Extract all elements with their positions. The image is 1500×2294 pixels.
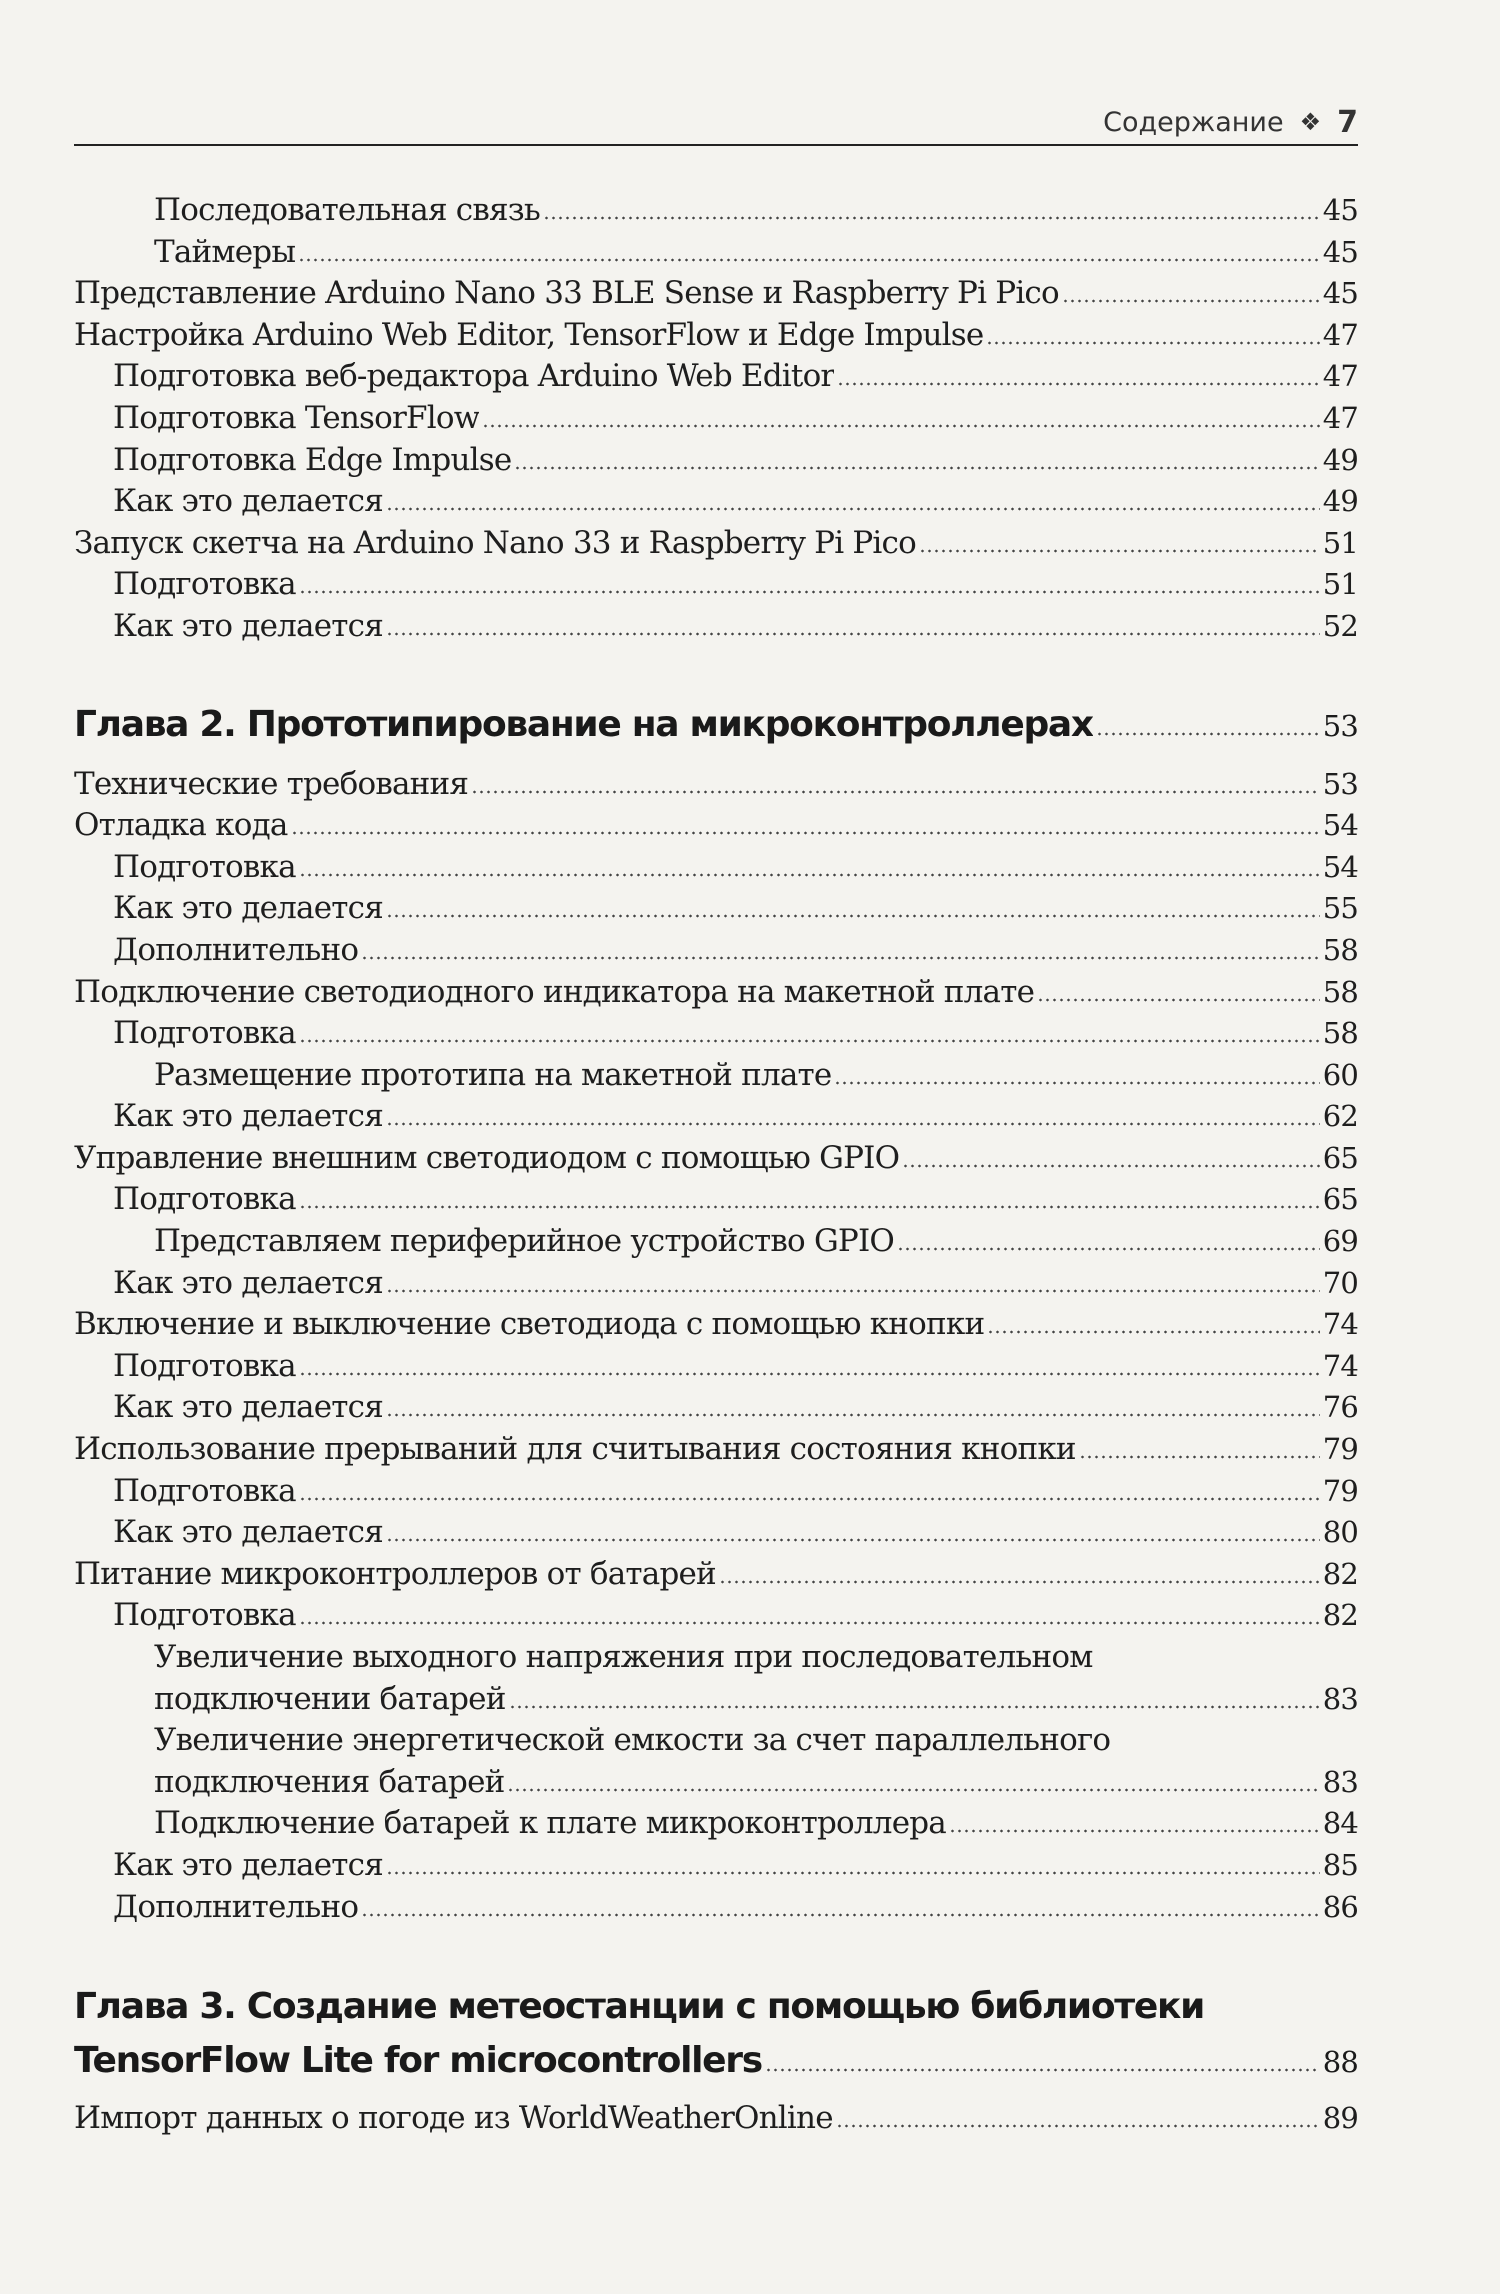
- chapter-page: 88: [1322, 2045, 1358, 2080]
- toc-entry-page: 58: [1322, 932, 1358, 967]
- dot-leader: [1037, 998, 1320, 1002]
- toc-entry-page: 76: [1322, 1390, 1358, 1425]
- toc-entry[interactable]: [74, 972, 1358, 1014]
- toc-entry-page: 45: [1322, 276, 1358, 311]
- toc-entry-title: Таймеры: [154, 233, 296, 270]
- toc-entry-page: 86: [1322, 1889, 1358, 1924]
- toc-entry-title: Настройка Arduino Web Editor, TensorFlow и Edge Impulse: [74, 316, 984, 353]
- dot-leader: [919, 549, 1320, 553]
- chapter-2: [74, 698, 1358, 752]
- dot-leader: [299, 873, 1320, 877]
- dot-leader: [834, 1081, 1319, 1085]
- toc-entry-page: 52: [1322, 608, 1358, 643]
- toc-entry-page: 49: [1322, 442, 1358, 477]
- toc-entry-title: Подготовка TensorFlow: [113, 399, 480, 436]
- toc-entry[interactable]: [74, 805, 1358, 847]
- dot-leader: [386, 1413, 1320, 1417]
- chapter-3[interactable]: [74, 1980, 1358, 2088]
- toc-entry-title: Подготовка: [113, 566, 296, 603]
- toc-entry-title: Как это делается: [113, 890, 383, 927]
- toc-entry-title: Импорт данных о погоде из WorldWeatherOnline: [74, 2100, 833, 2137]
- toc-entry-page: 58: [1322, 1016, 1358, 1051]
- toc-entry-page: 49: [1322, 484, 1358, 519]
- dot-leader: [298, 258, 1319, 262]
- toc-entry-title: Как это делается: [113, 1389, 383, 1426]
- dot-leader: [509, 1705, 1320, 1709]
- dot-leader: [299, 1497, 1320, 1501]
- toc-entry[interactable]: [74, 398, 1358, 440]
- toc-entry-title: Подготовка: [113, 848, 296, 885]
- dot-leader: [299, 1039, 1320, 1043]
- toc-entry-title: Как это делается: [113, 607, 383, 644]
- toc-entry-title: Как это делается: [113, 1514, 383, 1551]
- toc-entry-page: 47: [1322, 359, 1358, 394]
- toc-entry-title: Управление внешним светодиодом с помощью GPIO: [74, 1139, 900, 1176]
- toc-entry-title: Представление Arduino Nano 33 BLE Sense и Raspberry Pi Pico: [74, 275, 1059, 312]
- chapter-3-entries: [74, 2098, 1358, 2140]
- toc-entry-title: Запуск скетча на Arduino Nano 33 и Raspberry Pi Pico: [74, 524, 916, 561]
- toc-entry[interactable]: [74, 2098, 1358, 2140]
- toc-entry-title: Дополнительно: [113, 1888, 359, 1925]
- dot-leader: [386, 507, 1320, 511]
- toc-entry[interactable]: [74, 888, 1358, 930]
- toc-entry-title: Подготовка: [113, 1597, 296, 1634]
- dot-leader: [543, 216, 1320, 220]
- toc-entry-page: 79: [1322, 1473, 1358, 1508]
- dot-leader: [291, 831, 1320, 835]
- dot-leader: [386, 1538, 1320, 1542]
- toc-entry-page: 82: [1322, 1556, 1358, 1591]
- toc-entry-title: Как это делается: [113, 1098, 383, 1135]
- dot-leader: [1096, 732, 1320, 736]
- toc-entry-page: 74: [1322, 1348, 1358, 1383]
- toc-entry-page: 89: [1322, 2101, 1358, 2136]
- toc-entry-title: Использование прерываний для считывания состояния кнопки: [74, 1431, 1076, 1468]
- toc-entry-page: 83: [1322, 1681, 1358, 1716]
- toc-entry-page: 54: [1322, 849, 1358, 884]
- toc-entry-page: 47: [1322, 317, 1358, 352]
- toc-entry[interactable]: [74, 930, 1358, 972]
- toc-entry-page: 80: [1322, 1515, 1358, 1550]
- toc-entry-page: 84: [1322, 1806, 1358, 1841]
- toc-entry-page: 79: [1322, 1432, 1358, 1467]
- toc-entry-page: 55: [1322, 891, 1358, 926]
- toc-entry-title: Включение и выключение светодиода с помощью кнопки: [74, 1306, 985, 1343]
- toc-entry-title: Подготовка: [113, 1181, 296, 1218]
- dot-leader: [386, 914, 1320, 918]
- toc-entry-title: Как это делается: [113, 483, 383, 520]
- toc-entry-title-line1: Увеличение энергетической емкости за счет параллельного: [154, 1722, 1111, 1759]
- toc-entry-title: Как это делается: [113, 1846, 383, 1883]
- toc-entry[interactable]: [74, 1179, 1358, 1221]
- running-header: [74, 100, 1358, 146]
- toc-entry-page: 60: [1322, 1057, 1358, 1092]
- toc-entry[interactable]: [74, 1055, 1358, 1097]
- toc-entry-title: Дополнительно: [113, 931, 359, 968]
- header-title: Содержание: [1103, 106, 1284, 138]
- toc-entry-page: 85: [1322, 1847, 1358, 1882]
- toc-entry-title: Представляем периферийное устройство GPIO: [154, 1223, 895, 1260]
- toc-entry[interactable]: [74, 1096, 1358, 1138]
- toc-entry[interactable]: [74, 1429, 1358, 1471]
- toc-entry[interactable]: [74, 1845, 1358, 1887]
- chapter-2-entries: [74, 764, 1358, 1929]
- toc-entry-title: Питание микроконтроллеров от батарей: [74, 1555, 716, 1592]
- toc-entry-page: 65: [1322, 1182, 1358, 1217]
- dot-leader: [299, 1621, 1320, 1625]
- chapter-title-line2: TensorFlow Lite for microcontrollers: [74, 2040, 762, 2082]
- toc-entry-page: 69: [1322, 1224, 1358, 1259]
- toc-entry[interactable]: [74, 1346, 1358, 1388]
- header-page-number: 7: [1337, 104, 1358, 140]
- toc-entry-title: Технические требования: [74, 765, 469, 802]
- dot-leader: [765, 2068, 1320, 2072]
- toc-entry-page: 47: [1322, 400, 1358, 435]
- toc-entry[interactable]: [74, 440, 1358, 482]
- toc-entry-multiline[interactable]: [74, 1637, 1358, 1720]
- toc-entry-page: 58: [1322, 974, 1358, 1009]
- toc-entry-title-line2: подключения батарей: [154, 1763, 505, 1800]
- dot-leader: [386, 1871, 1320, 1875]
- dot-leader: [836, 2124, 1320, 2128]
- toc-entry[interactable]: [74, 1263, 1358, 1305]
- dot-leader: [1062, 299, 1320, 303]
- toc-entry-page: 62: [1322, 1099, 1358, 1134]
- dot-leader: [361, 956, 1319, 960]
- dot-leader: [514, 466, 1319, 470]
- toc-entry-multiline[interactable]: [74, 1720, 1358, 1803]
- toc-entry[interactable]: [74, 481, 1358, 523]
- toc-entry[interactable]: [74, 190, 1358, 232]
- toc-entry-title: Подготовка: [113, 1347, 296, 1384]
- toc-entry-title-line1: Увеличение выходного напряжения при последовательном: [154, 1639, 1093, 1675]
- toc-entry-title: Подключение светодиодного индикатора на макетной плате: [74, 973, 1035, 1010]
- toc-entry[interactable]: [74, 356, 1358, 398]
- dot-leader: [471, 790, 1320, 794]
- toc-entry-page: 65: [1322, 1140, 1358, 1175]
- toc-entry-page: 83: [1322, 1764, 1358, 1799]
- toc-entry[interactable]: [74, 523, 1358, 565]
- toc-entry[interactable]: [74, 1512, 1358, 1554]
- dot-leader: [386, 632, 1320, 636]
- toc-entry-title: Подготовка Edge Impulse: [113, 441, 512, 478]
- toc-entry[interactable]: [74, 764, 1358, 806]
- toc-entry[interactable]: [74, 1221, 1358, 1263]
- chapter-title-line1: Глава 3. Создание метеостанции с помощью библиотеки: [74, 1986, 1205, 2028]
- toc-entry-page: 45: [1322, 234, 1358, 269]
- dot-leader: [1079, 1455, 1320, 1459]
- dot-leader: [897, 1247, 1320, 1251]
- dot-leader: [299, 590, 1320, 594]
- toc-entry[interactable]: [74, 232, 1358, 274]
- toc-entry[interactable]: [74, 1887, 1358, 1929]
- dot-leader: [386, 1122, 1320, 1126]
- toc-entry-page: 70: [1322, 1265, 1358, 1300]
- chapter-2-heading[interactable]: [74, 698, 1358, 752]
- dot-leader: [902, 1164, 1319, 1168]
- dot-leader: [986, 341, 1319, 345]
- toc-entry-title: Размещение прототипа на макетной плате: [154, 1056, 832, 1093]
- toc-entry[interactable]: [74, 1138, 1358, 1180]
- dot-leader: [949, 1829, 1320, 1833]
- toc-entry-page: 51: [1322, 567, 1358, 602]
- toc-entry-title: Отладка кода: [74, 807, 288, 844]
- dot-leader: [837, 382, 1319, 386]
- toc-entry[interactable]: [74, 1387, 1358, 1429]
- toc-entry[interactable]: [74, 847, 1358, 889]
- toc-entry-title: Подготовка веб-редактора Arduino Web Editor: [113, 358, 835, 395]
- toc-entry[interactable]: [74, 1554, 1358, 1596]
- toc-entry-title: Как это делается: [113, 1264, 383, 1301]
- toc-entry-title: Последовательная связь: [154, 192, 540, 228]
- toc-entry-page: 54: [1322, 808, 1358, 843]
- chapter-title: Глава 2. Прототипирование на микроконтроллерах: [74, 703, 1093, 745]
- toc-entry[interactable]: [74, 564, 1358, 606]
- dot-leader: [299, 1205, 1320, 1209]
- dot-leader: [361, 1913, 1319, 1917]
- ornament-icon: ❖: [1299, 108, 1322, 136]
- toc-entry[interactable]: [74, 1595, 1358, 1637]
- toc-entry-page: 45: [1322, 193, 1358, 227]
- toc-entry-title: Подключение батарей к плате микроконтроллера: [154, 1805, 946, 1842]
- toc-entry-title: Подготовка: [113, 1015, 296, 1052]
- table-of-contents: [74, 190, 1358, 2140]
- toc-entry-page: 51: [1322, 525, 1358, 560]
- toc-entry-title: Подготовка: [113, 1472, 296, 1509]
- dot-leader: [987, 1330, 1319, 1334]
- dot-leader: [299, 1372, 1320, 1376]
- dot-leader: [482, 424, 1319, 428]
- toc-entry-title-line2: подключении батарей: [154, 1680, 506, 1717]
- toc-entry[interactable]: [74, 273, 1358, 315]
- toc-entry-page: 74: [1322, 1307, 1358, 1342]
- dot-leader: [507, 1788, 1319, 1792]
- toc-entry[interactable]: [74, 1803, 1358, 1845]
- toc-entry[interactable]: [74, 1013, 1358, 1055]
- dot-leader: [386, 1289, 1320, 1293]
- toc-entry[interactable]: [74, 315, 1358, 357]
- toc-entry-page: 53: [1322, 766, 1358, 801]
- toc-entry-page: 82: [1322, 1598, 1358, 1633]
- dot-leader: [719, 1580, 1320, 1584]
- chapter-page: 53: [1322, 708, 1358, 743]
- toc-entry[interactable]: [74, 1304, 1358, 1346]
- toc-entry[interactable]: [74, 1471, 1358, 1513]
- toc-entry[interactable]: [74, 606, 1358, 648]
